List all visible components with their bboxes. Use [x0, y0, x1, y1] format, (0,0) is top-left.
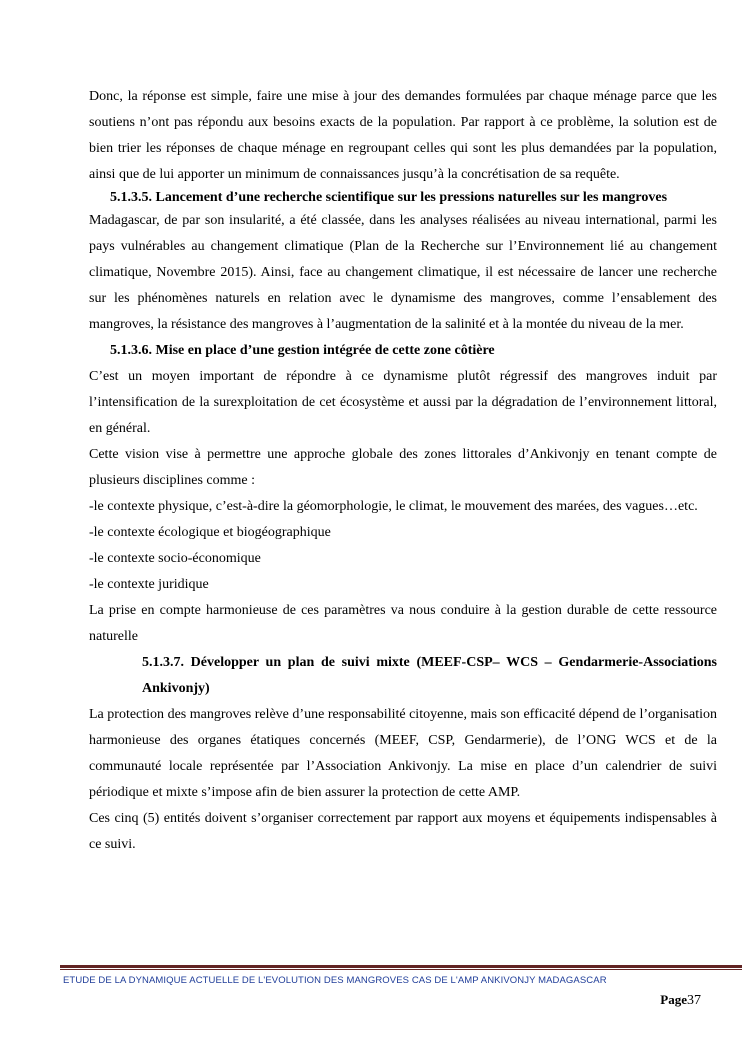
page-number: [660, 992, 701, 1009]
footer-rule: [60, 965, 742, 971]
paragraph-3: C’est un moyen important de répondre à ce dynamisme plutôt régressif des mangroves induit par l’intensification de la surexploitation de cet écosystème et aussi par la dégradation de l’environnement littoral, en général.: [89, 369, 717, 436]
footer-rule-thin: [60, 969, 742, 970]
paragraph-2-first: [89, 208, 717, 338]
footer-rule-thick: [60, 965, 742, 968]
page-number-value: 37: [687, 993, 701, 1008]
list-item-socio-economique: -le contexte socio-économique: [89, 551, 261, 566]
list-item-juridique: -le contexte juridique: [89, 577, 209, 592]
list-item-ecologique: -le contexte écologique et biogéographique: [89, 525, 331, 540]
page-body: [89, 84, 717, 858]
section-heading-5-1-3-7: 5.1.3.7. Développer un plan de suivi mixte (MEEF-CSP– WCS – Gendarmerie-Associations Ankivonjy): [142, 655, 717, 696]
paragraph-5: La prise en compte harmonieuse de ces paramètres va nous conduire à la gestion durable de cette ressource naturelle: [89, 603, 717, 644]
page-label: Page: [660, 992, 687, 1007]
footer-title: ETUDE DE LA DYNAMIQUE ACTUELLE DE L'EVOLUTION DES MANGROVES CAS DE L'AMP ANKIVONJY MADAGASCAR: [63, 975, 607, 986]
paragraph-7: Ces cinq (5) entités doivent s’organiser correctement par rapport aux moyens et équipements indispensables à ce suivi.: [89, 811, 717, 852]
paragraph-4: Cette vision vise à permettre une approche globale des zones littorales d’Ankivonjy en tenant compte de plusieurs disciplines comme :: [89, 447, 717, 488]
section-heading-5-1-3-5: 5.1.3.5. Lancement d’une recherche scientifique sur les pressions naturelles sur les mangroves: [110, 190, 668, 205]
paragraph-2: Madagascar, de par son insularité, a été classée, dans les analyses réalisées au niveau international, parmi les pays vulnérables au changement climatique (Plan de la Recherche sur l’Environnement lié au changement climatique, Novembre 2015). Ainsi, face au changement climatique, il est nécessaire de lancer une recherche sur les phénomènes naturels en relation avec le dynamisme des mangroves, comme l’ensablement des mangroves, la résistance des mangroves à l’augmentation de la salinité et à la montée du niveau de la mer.: [89, 213, 717, 332]
paragraph-1: Donc, la réponse est simple, faire une mise à jour des demandes formulées par chaque ménage parce que les soutiens n’ont pas répondu aux besoins exacts de la population. Par rapport à ce problème, la solution est de bien trier les réponses de chaque ménage en regroupant celles qui sont les plus demandées par la population, ainsi que de lui apporter un minimum de connaissances jusqu’à la concrétisation de sa requête.: [89, 89, 717, 182]
list-item-physique: -le contexte physique, c’est-à-dire la géomorphologie, le climat, le mouvement des marées, des vagues…etc.: [89, 499, 698, 514]
section-heading-5-1-3-6: 5.1.3.6. Mise en place d’une gestion intégrée de cette zone côtière: [110, 343, 495, 358]
paragraph-6: La protection des mangroves relève d’une responsabilité citoyenne, mais son efficacité dépend de l’organisation harmonieuse des organes étatiques concernés (MEEF, CSP, Gendarmerie), de l’ONG WCS et de la communauté locale représentée par l’Association Ankivonjy. La mise en place d’un calendrier de suivi périodique et mixte s’impose afin de bien assurer la protection de cette AMP.: [89, 707, 717, 800]
